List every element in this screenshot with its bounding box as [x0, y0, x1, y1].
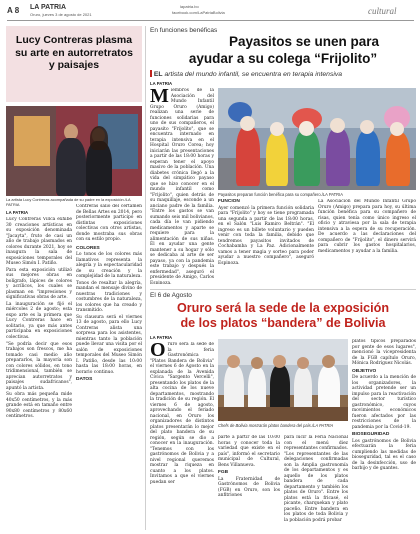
- top-deck: [150, 70, 416, 78]
- bottom-col1: [150, 342, 214, 530]
- top-title-line2: ayudar a su colega “Frijolito”: [188, 51, 378, 66]
- bottom-col3-text: para lucir la Feria Nacional con el menú diez representantes confirmados. "Los representantes de las delegaciones confirmadas son la Amplia gastronomía de los departamentos y es aquello de los platos bandera de cada departamento y también los platos de Oruro". Entre los platos está la fricasé, el picante, charquekan y plato paceño. Entre bandera en los platos de toda Bolivia y la población podrá probar: [284, 435, 348, 523]
- bottom-kicker: El 6 de Agosto: [150, 292, 192, 299]
- left-col2-heading2: DATOS: [76, 377, 93, 383]
- left-photo: [6, 106, 142, 196]
- left-col2-intro: Contreras salió del certamen de Bellas Artes en 2014, pero posteriormente participó en distintas exposiciones colectivas con otros artistas, donde mostraba sus obras con su estilo propio.: [76, 204, 142, 242]
- left-col1-p2: Para esta exposición utilizó sus mejores obras en bolígrafo, lápices de colores y acrílicos, los cuales se plasman en "impresiones y significativas obras de arte.: [6, 267, 72, 301]
- bottom-col4-p3: Los gastrónomos de Bolivia efectuarán la feria cumpliendo las medidas de bioseguridad, tal es el caso de la desinfección, uso de barbijo y de guantes.: [352, 438, 416, 471]
- left-col2-p2: Tonos de resaltar la alegría, mandan el mensaje divino de nuestras tradiciones y costumbres de la naturaleza, los colores que ha creado y transmitido.: [76, 280, 142, 314]
- left-article: [6, 26, 142, 531]
- top-article: [150, 25, 416, 287]
- bottom-article: [150, 291, 416, 532]
- page-header: [0, 0, 420, 22]
- top-col3: [318, 199, 416, 285]
- bottom-col2-text-b: La Fraternidad de Gastrónomos de Bolivia (FGB) en Oruro, son los anfitriones: [218, 476, 280, 498]
- column-divider: [145, 26, 146, 530]
- top-dropcap: M: [150, 88, 169, 107]
- top-title-line1: Payasitos se unen para: [228, 34, 380, 49]
- top-photo: [218, 88, 416, 190]
- bottom-title-line1: Oruro será la sede de la exposición: [176, 301, 390, 315]
- bottom-col4: [352, 339, 416, 530]
- top-byline: LA PATRIA: [150, 81, 173, 86]
- article-divider: [150, 289, 416, 290]
- bottom-col1-text: ruro será la sede de la feria Gastronómica "Platos Bandera de Bolivia" el viernes 6 de Agosto en la explanada de la Avenida Cívica "Sargento Vercelli", presentando los platos de la alta cocina de los nueve departamentos, mostrando la tradición de su región. El viernes 6 de agosto, aprovechando el feriado nacional, en Oruro los organizadores de distintos platos presentarán lo mejor del plato bandera de su región, según se dio a conocer en la inauguración. "Tenemos con los gastrónomos de Bolivia y a nivel regional queremos mostrar la riqueza en cuanto a los platos. Invitamos a que el viernes puedan ser: [150, 342, 214, 485]
- top-col1: [150, 88, 214, 284]
- top-deck-text: artista del mundo infantil, se encuentra en terapia intensiva: [164, 71, 343, 78]
- bottom-col2-text: parte a partir de las 10:00 horas y conocer toda la variedad que existe en el país", informó el secretario municipal de Cultural, Bens Villanueva.: [218, 435, 280, 468]
- header-rule: [7, 20, 414, 21]
- top-col1-text: iembros de la Asociación del Mundo Infantil Grupo Oruro (Amigo) realizan una serie de funciones solidarias para uno de sus compañeros, el payasito "Frijolito", que se encuentra internado en terapia intensiva en el Hospital Oruro Corea; hoy iniciarán las presentaciones a partir de las 18:00 horas y esperan tener el apoyo masivo de la población. Una diabetes crónica llegó a la vida del simpático payaso que se hizo conocer en el mundo infantil como "Frijolito", quien detrás de su maquillaje, esconde a un anciano padre de la familia. "Entre los gastos se van sumando seis mil bolivianos, cada día le van pidiendo medicamentos y aparte se requiere para la alimentación de sus niñas. Él en ayudar una gente mantener a su hogar y sólo se dedicaba al arte de ser payaso, ya con la pandemia este trabajo y después la enfermedad", aseguró el presidente de Amigo, Carlos Espinoza.: [150, 88, 214, 284]
- bottom-col4-heading: OBJETIVO: [352, 368, 377, 374]
- left-byline: LA PATRIA: [6, 210, 29, 215]
- issue-date: Oruro, jueves 3 de agosto de 2021: [30, 12, 92, 17]
- top-deck-bar: [150, 70, 152, 77]
- bottom-byline: LA PATRIA: [150, 335, 173, 340]
- left-article-title: Lucy Contreras plasma su arte en autorretratos y paisajes: [15, 34, 133, 71]
- facebook-link[interactable]: facebook.com/LaPatriaBolivia: [172, 10, 225, 15]
- left-col2-heading: COLORES: [76, 245, 100, 251]
- top-col2: [218, 199, 314, 285]
- bottom-col4-p1: platos típicos preparados por gente de esos lugares", mencionó la vicepresidenta de la FGB capítulo Oruro, Mónica Rodríguez Nicolás.: [352, 339, 416, 366]
- left-col1-p4: "Se podría decir que esos trabajos son frescos, me ha tomado casi medio año prepararlos, la mayoría son con colores sólidos, en tono tridimensional, también se aprecian autorretratos y paisajes sudafricanos", apuntó la artista.: [6, 341, 72, 391]
- bottom-col2-heading: FGB: [218, 470, 229, 475]
- left-photo-caption: La artista Lucy Contreras acompañada de su padre en la exposición./LA PATRIA: [6, 197, 131, 207]
- bottom-col4-heading2: BIOSEGURIDAD: [352, 432, 390, 437]
- section-name: cultural: [368, 6, 397, 16]
- left-col1-p5: Su obra más pequeña mide 40x50 centímetros, y la más grande está en tamaño entre 90x80 centímetros y 80x60 centímetros.: [6, 392, 72, 420]
- top-deck-lead: EL: [153, 71, 163, 78]
- left-col1: [6, 217, 72, 529]
- bottom-dropcap: O: [150, 342, 166, 361]
- bottom-col3: [284, 435, 348, 530]
- page-number: A 8: [7, 6, 20, 15]
- left-col2-p1: Lo tonos de los colores más llamativos representa la alegría y la espectacularidad de su creación y la complejidad de la naturaleza.: [76, 252, 142, 279]
- top-kicker: En funciones benéficas: [150, 27, 218, 34]
- bottom-photo: [218, 339, 348, 421]
- website: lapatria.bo: [180, 4, 199, 9]
- left-col2-p3: Su clausura será el viernes 13 de agosto, para ello Lucy Contreras alista una sorpresa para los asistentes, mientras tanto la población puede llevar una visita por el salón de exposiciones temporales del Museo Simón I. Patiño, desde las 10:00 hasta las 18:00 horas, en horario continuo.: [76, 314, 142, 375]
- left-col1-p1: Lucy Contreras Villca exhibe 30 creaciones artísticas en su exposición denominada "Jacayta", fruto de casi un año de trabajo plasmados en colores durante 2021, hoy se inaugura la sala de exposiciones temporales del Museo Simón I. Patiño.: [6, 217, 72, 266]
- top-photo-caption: Payasitos preparan función benéfica para su compañero./LA PATRIA: [218, 192, 344, 197]
- bottom-photo-caption: Chefs de Bolivia mostrarán platos bandera del país./LA PATRIA: [218, 423, 334, 428]
- bottom-title-line2: de los platos “bandera” de Bolivia: [180, 316, 386, 330]
- bottom-col4-p2: De acuerdo a la mención de los organizadores, la actividad pretende ser un impulso para la reactivación del sector turístico gastronómico, cuyos movimientos económicos fueron afectados por las restricciones de la pandemia por la Covid-19.: [352, 375, 416, 430]
- bottom-col2: [218, 435, 280, 530]
- left-col2: [76, 204, 142, 529]
- top-col2-text: Ayer comenzó la primera función solidaria para "Frijolito" y hoy se tiene programada una segunda a partir de las 18:00 horas, en el Salón "Luis Ramiro Beltrán". "El ingreso es un billete voluntario y pueden venir con toda la familia, debido que tendremos payasitos invitados de Cochabamba y La Paz. Adicionalmente vamos a tener magia y sorteo para poder ayudar a nuestro compañero", aseguró Espinoza.: [218, 205, 314, 266]
- top-col3-text: La Asociación del Mundo Infantil Grupo Oruro (Amigo) prepara para hoy, su última función benéfica para su compañero de risas, quien tenía como único ingreso el oficio y atraviesa por la sala de terapia intensiva a la espera de su recuperación. De acuerdo a las declaraciones del compañero de "Frijolito", el dinero servirá para cubrir los gastos hospitalarios, medicamentos y ayudar a la familia.: [318, 199, 416, 254]
- left-col1-p3: La inauguración se fijó el miércoles 2 de agosto; esta expo arte es la primera que Lucy Contreras hace en solitario, ya que más antes participaba en exposiciones colectivas.: [6, 301, 72, 340]
- top-col2-heading: FUNCIÓN: [218, 199, 240, 204]
- paper-name: LA PATRIA: [30, 4, 67, 11]
